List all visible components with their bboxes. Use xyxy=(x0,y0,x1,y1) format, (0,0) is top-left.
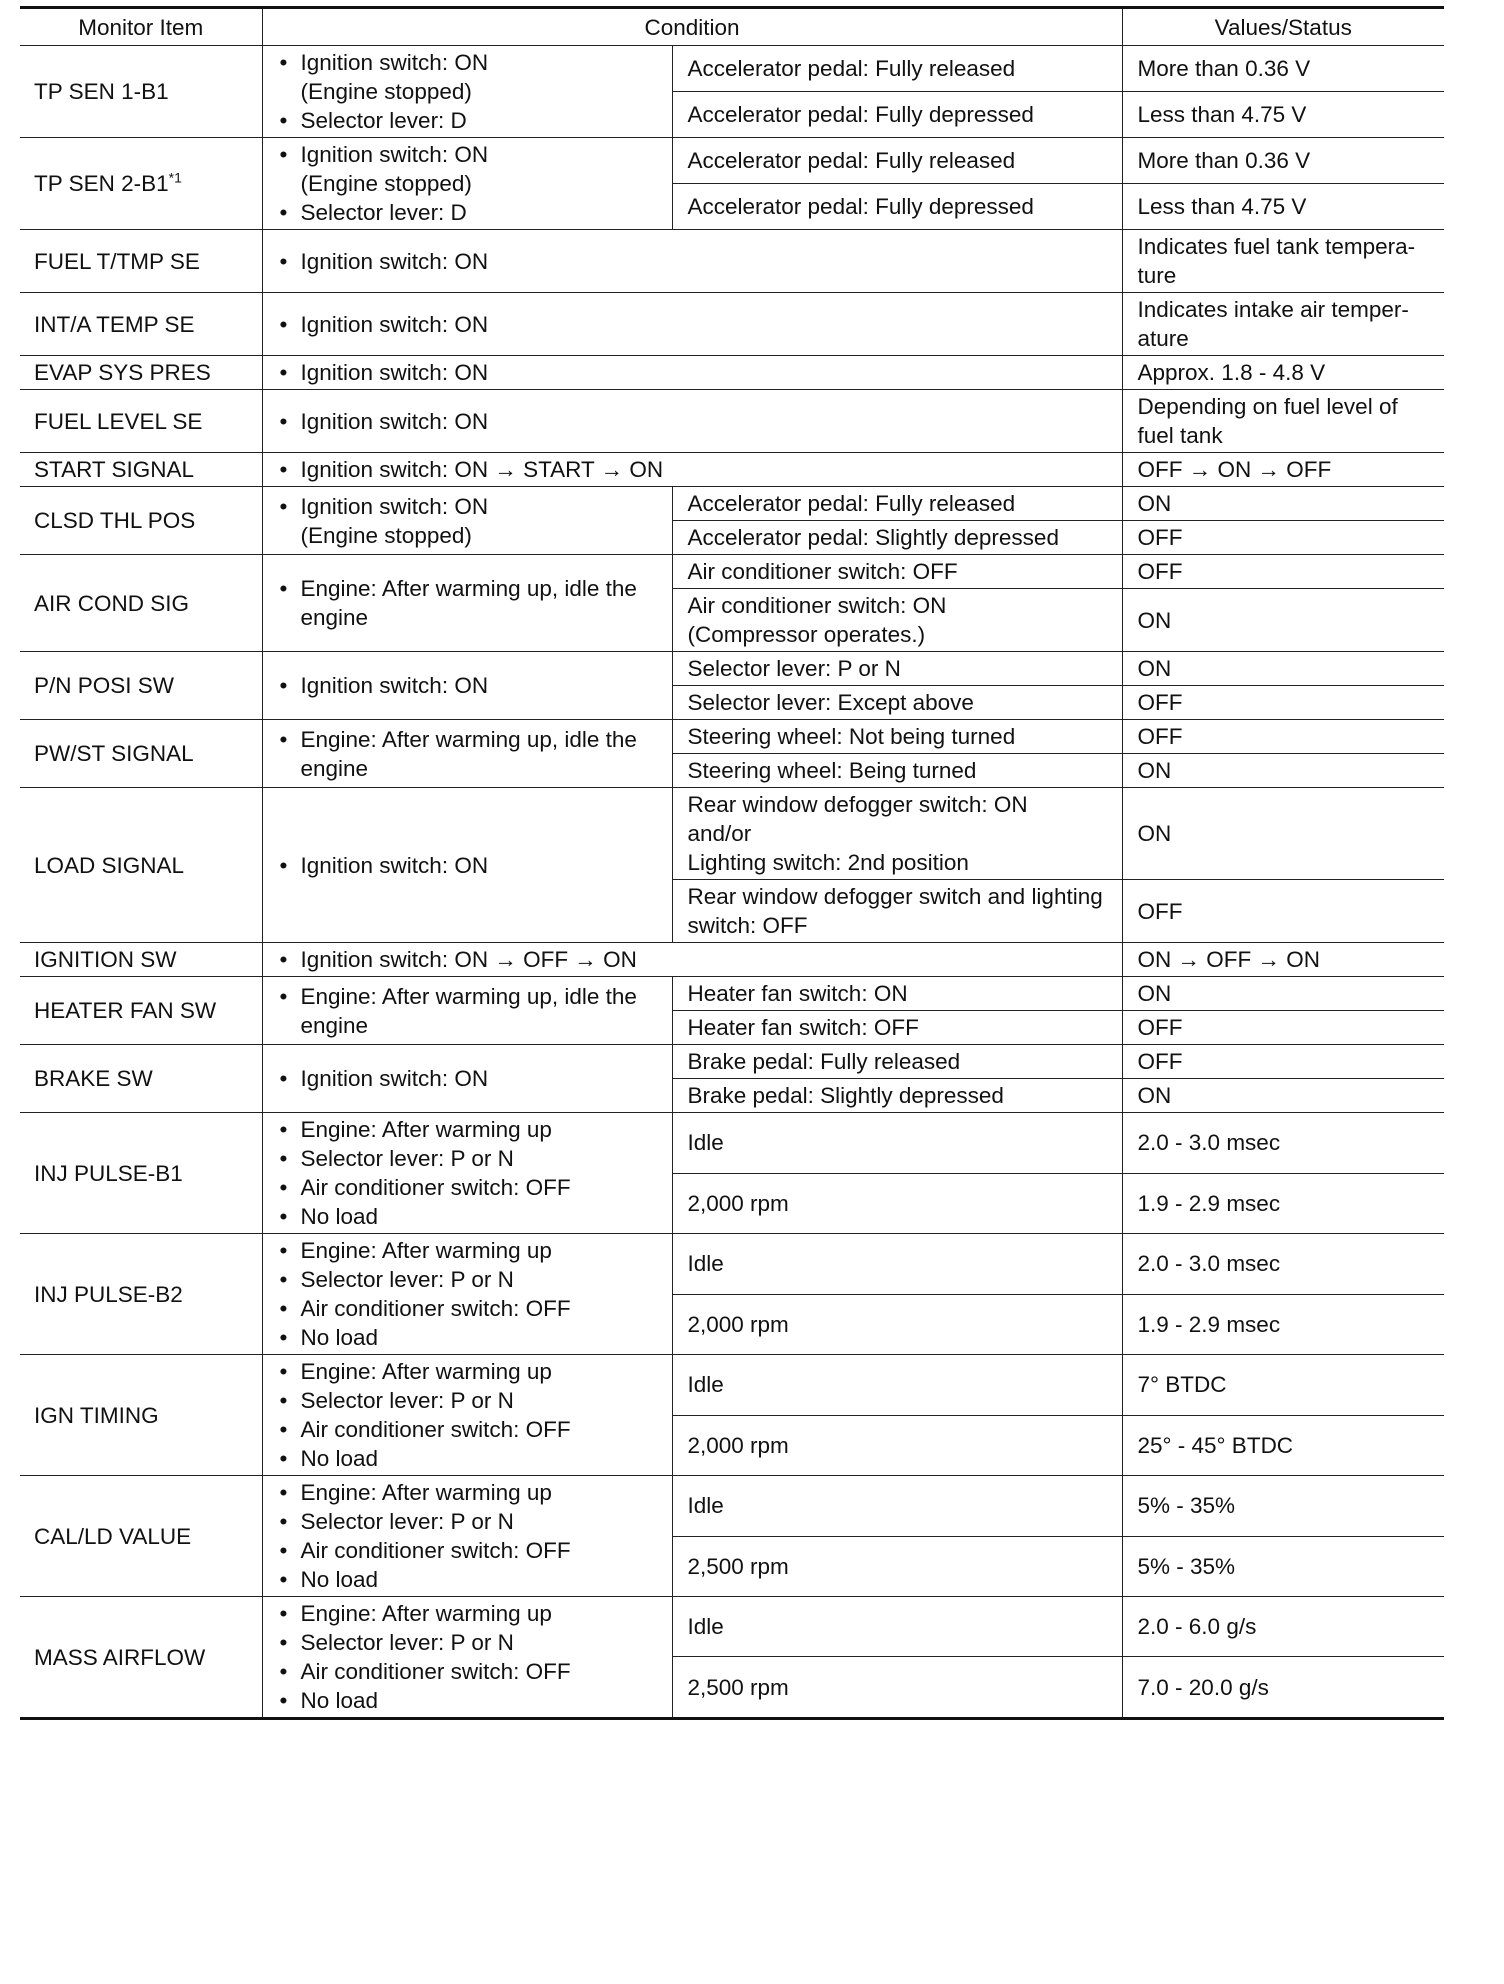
value-cell: ON → OFF → ON xyxy=(1122,943,1444,977)
value-cell: OFF xyxy=(1122,1045,1444,1079)
sub-condition-cell: Selector lever: P or N xyxy=(672,652,1122,686)
value-cell: ON xyxy=(1122,1079,1444,1113)
condition-cell xyxy=(262,293,1122,356)
value-cell: OFF → ON → OFF xyxy=(1122,453,1444,487)
condition-cell xyxy=(262,390,1122,453)
monitor-item-cell: INJ PULSE-B1 xyxy=(20,1113,262,1234)
condition-bullet: • No load xyxy=(278,1565,658,1594)
table-row xyxy=(20,1113,1444,1174)
condition-bullet: • Air conditioner switch: OFF xyxy=(278,1173,658,1202)
table-row xyxy=(20,1476,1444,1537)
monitor-item-cell: P/N POSI SW xyxy=(20,652,262,720)
value-cell: Less than 4.75 V xyxy=(1122,92,1444,138)
table-row xyxy=(20,1597,1444,1657)
value-cell: 25° - 45° BTDC xyxy=(1122,1415,1444,1476)
condition-bullet: • Air conditioner switch: OFF xyxy=(278,1657,658,1686)
sub-condition-cell: 2,500 rpm xyxy=(672,1536,1122,1597)
sub-condition-cell: Air conditioner switch: ON (Compressor operates.) xyxy=(672,589,1122,652)
value-cell: 1.9 - 2.9 msec xyxy=(1122,1173,1444,1234)
sub-condition-cell: Accelerator pedal: Fully depressed xyxy=(672,92,1122,138)
header-condition: Condition xyxy=(262,8,1122,46)
condition-bullet: • Selector lever: P or N xyxy=(278,1265,658,1294)
monitor-item-cell: IGNITION SW xyxy=(20,943,262,977)
sub-condition-cell: Heater fan switch: OFF xyxy=(672,1011,1122,1045)
table-row xyxy=(20,487,1444,521)
value-cell: Depending on fuel level of fuel tank xyxy=(1122,390,1444,453)
condition-cell xyxy=(262,1355,672,1476)
condition-bullet: • Ignition switch: ON → START → ON xyxy=(278,455,1108,484)
value-cell: ON xyxy=(1122,589,1444,652)
condition-bullet: • Selector lever: D xyxy=(278,198,658,227)
sub-condition-cell: Idle xyxy=(672,1113,1122,1174)
sub-condition-cell: Air conditioner switch: OFF xyxy=(672,555,1122,589)
condition-bullet: • Ignition switch: ON → OFF → ON xyxy=(278,945,1108,974)
condition-bullet: • Selector lever: P or N xyxy=(278,1386,658,1415)
condition-bullet: • Engine: After warming up xyxy=(278,1599,658,1628)
monitor-item-cell: HEATER FAN SW xyxy=(20,977,262,1045)
monitor-item-cell: START SIGNAL xyxy=(20,453,262,487)
value-cell: 5% - 35% xyxy=(1122,1536,1444,1597)
value-cell: ON xyxy=(1122,652,1444,686)
monitor-item-cell: FUEL LEVEL SE xyxy=(20,390,262,453)
condition-list xyxy=(278,247,1108,276)
condition-bullet: • No load xyxy=(278,1686,658,1715)
sub-condition-cell: Accelerator pedal: Fully released xyxy=(672,487,1122,521)
condition-list xyxy=(278,407,1108,436)
condition-bullet: • Ignition switch: ON xyxy=(278,671,658,700)
sub-condition-cell: 2,500 rpm xyxy=(672,1657,1122,1719)
sub-condition-cell: Idle xyxy=(672,1597,1122,1657)
table-body xyxy=(20,46,1444,1719)
table-row xyxy=(20,230,1444,293)
value-cell: 2.0 - 6.0 g/s xyxy=(1122,1597,1444,1657)
header-row xyxy=(20,8,1444,46)
sub-condition-cell: Idle xyxy=(672,1476,1122,1537)
table-row xyxy=(20,1355,1444,1416)
table-row xyxy=(20,652,1444,686)
condition-list xyxy=(278,455,1108,484)
table-row xyxy=(20,1045,1444,1079)
condition-bullet: • Air conditioner switch: OFF xyxy=(278,1294,658,1323)
value-cell: Approx. 1.8 - 4.8 V xyxy=(1122,356,1444,390)
monitor-item-cell: CAL/LD VALUE xyxy=(20,1476,262,1597)
sub-condition-cell: Idle xyxy=(672,1355,1122,1416)
condition-bullet: • Ignition switch: ON xyxy=(278,407,1108,436)
condition-list xyxy=(278,574,658,632)
condition-cell xyxy=(262,1476,672,1597)
sub-condition-cell: Rear window defogger switch and lighting switch: OFF xyxy=(672,880,1122,943)
condition-cell xyxy=(262,1045,672,1113)
condition-cell xyxy=(262,1597,672,1719)
condition-list xyxy=(278,725,658,783)
monitor-item-cell: CLSD THL POS xyxy=(20,487,262,555)
value-cell: 7.0 - 20.0 g/s xyxy=(1122,1657,1444,1719)
condition-bullet: • Ignition switch: ON xyxy=(278,310,1108,339)
condition-list xyxy=(278,492,658,550)
value-cell: Indicates fuel tank tempera- ture xyxy=(1122,230,1444,293)
value-cell: 5% - 35% xyxy=(1122,1476,1444,1537)
condition-bullet: • Selector lever: P or N xyxy=(278,1144,658,1173)
condition-bullet: • Ignition switch: ON (Engine stopped) xyxy=(278,48,658,106)
value-cell: 2.0 - 3.0 msec xyxy=(1122,1113,1444,1174)
condition-bullet: • Engine: After warming up xyxy=(278,1115,658,1144)
table-row xyxy=(20,943,1444,977)
value-cell: ON xyxy=(1122,788,1444,880)
table-row xyxy=(20,788,1444,880)
sub-condition-cell: Steering wheel: Not being turned xyxy=(672,720,1122,754)
monitor-item-cell: BRAKE SW xyxy=(20,1045,262,1113)
monitor-item-table-container xyxy=(20,6,1444,1720)
condition-bullet: • Ignition switch: ON xyxy=(278,1064,658,1093)
sub-condition-cell: 2,000 rpm xyxy=(672,1294,1122,1355)
table-row xyxy=(20,138,1444,184)
monitor-item-cell: FUEL T/TMP SE xyxy=(20,230,262,293)
value-cell: 1.9 - 2.9 msec xyxy=(1122,1294,1444,1355)
condition-cell xyxy=(262,1113,672,1234)
value-cell: OFF xyxy=(1122,720,1444,754)
header-values-status: Values/Status xyxy=(1122,8,1444,46)
value-cell: 7° BTDC xyxy=(1122,1355,1444,1416)
table-row xyxy=(20,720,1444,754)
condition-bullet: • Selector lever: P or N xyxy=(278,1507,658,1536)
condition-cell xyxy=(262,356,1122,390)
sub-condition-cell: Accelerator pedal: Slightly depressed xyxy=(672,521,1122,555)
condition-bullet: • Selector lever: D xyxy=(278,106,658,135)
condition-list xyxy=(278,1064,658,1093)
value-cell: 2.0 - 3.0 msec xyxy=(1122,1234,1444,1295)
sub-condition-cell: 2,000 rpm xyxy=(672,1415,1122,1476)
condition-bullet: • Ignition switch: ON xyxy=(278,358,1108,387)
condition-cell xyxy=(262,943,1122,977)
condition-list xyxy=(278,48,658,135)
condition-bullet: • Ignition switch: ON xyxy=(278,247,1108,276)
monitor-item-cell: INJ PULSE-B2 xyxy=(20,1234,262,1355)
value-cell: OFF xyxy=(1122,521,1444,555)
condition-list xyxy=(278,1599,658,1715)
monitor-item-cell: LOAD SIGNAL xyxy=(20,788,262,943)
condition-bullet: • Engine: After warming up xyxy=(278,1357,658,1386)
value-cell: OFF xyxy=(1122,880,1444,943)
sub-condition-cell: Idle xyxy=(672,1234,1122,1295)
condition-list xyxy=(278,1115,658,1231)
sub-condition-cell: Accelerator pedal: Fully released xyxy=(672,138,1122,184)
condition-bullet: • Ignition switch: ON (Engine stopped) xyxy=(278,140,658,198)
sub-condition-cell: Brake pedal: Fully released xyxy=(672,1045,1122,1079)
condition-cell xyxy=(262,487,672,555)
condition-cell xyxy=(262,720,672,788)
condition-list xyxy=(278,1236,658,1352)
sub-condition-cell: Brake pedal: Slightly depressed xyxy=(672,1079,1122,1113)
monitor-item-cell: TP SEN 1-B1 xyxy=(20,46,262,138)
value-cell: ON xyxy=(1122,487,1444,521)
condition-list xyxy=(278,1357,658,1473)
monitor-item-cell: MASS AIRFLOW xyxy=(20,1597,262,1719)
sub-condition-cell: Accelerator pedal: Fully depressed xyxy=(672,184,1122,230)
table-row xyxy=(20,390,1444,453)
condition-bullet: • Air conditioner switch: OFF xyxy=(278,1536,658,1565)
table-row xyxy=(20,1234,1444,1295)
condition-bullet: • Engine: After warming up, idle the engine xyxy=(278,982,658,1040)
condition-bullet: • Ignition switch: ON xyxy=(278,851,658,880)
condition-bullet: • Engine: After warming up xyxy=(278,1478,658,1507)
monitor-item-cell: INT/A TEMP SE xyxy=(20,293,262,356)
monitor-item-cell: TP SEN 2-B1$^{*1}$ xyxy=(20,138,262,230)
value-cell: OFF xyxy=(1122,555,1444,589)
value-cell: Less than 4.75 V xyxy=(1122,184,1444,230)
monitor-item-cell: EVAP SYS PRES xyxy=(20,356,262,390)
condition-bullet: • Engine: After warming up, idle the engine xyxy=(278,725,658,783)
condition-cell xyxy=(262,138,672,230)
condition-cell xyxy=(262,453,1122,487)
table-row xyxy=(20,46,1444,92)
monitor-item-cell: IGN TIMING xyxy=(20,1355,262,1476)
header-monitor-item: Monitor Item xyxy=(20,8,262,46)
condition-bullet: • Air conditioner switch: OFF xyxy=(278,1415,658,1444)
footnote-marker: *1 xyxy=(168,169,182,186)
value-cell: ON xyxy=(1122,977,1444,1011)
condition-cell xyxy=(262,1234,672,1355)
condition-bullet: • Ignition switch: ON (Engine stopped) xyxy=(278,492,658,550)
condition-bullet: • No load xyxy=(278,1323,658,1352)
condition-cell xyxy=(262,555,672,652)
table-row xyxy=(20,977,1444,1011)
sub-condition-cell: 2,000 rpm xyxy=(672,1173,1122,1234)
monitor-item-cell: PW/ST SIGNAL xyxy=(20,720,262,788)
condition-cell xyxy=(262,46,672,138)
table-row xyxy=(20,356,1444,390)
value-cell: More than 0.36 V xyxy=(1122,46,1444,92)
value-cell: OFF xyxy=(1122,1011,1444,1045)
condition-bullet: • Engine: After warming up, idle the engine xyxy=(278,574,658,632)
condition-list xyxy=(278,358,1108,387)
sub-condition-cell: Heater fan switch: ON xyxy=(672,977,1122,1011)
table-row xyxy=(20,453,1444,487)
condition-cell xyxy=(262,230,1122,293)
monitor-item-cell: AIR COND SIG xyxy=(20,555,262,652)
table-row xyxy=(20,555,1444,589)
condition-bullet: • No load xyxy=(278,1444,658,1473)
sub-condition-cell: Accelerator pedal: Fully released xyxy=(672,46,1122,92)
table-row xyxy=(20,293,1444,356)
sub-condition-cell: Rear window defogger switch: ON and/or Lighting switch: 2nd position xyxy=(672,788,1122,880)
condition-list xyxy=(278,982,658,1040)
condition-bullet: • No load xyxy=(278,1202,658,1231)
sub-condition-cell: Steering wheel: Being turned xyxy=(672,754,1122,788)
condition-cell xyxy=(262,652,672,720)
condition-list xyxy=(278,310,1108,339)
condition-bullet: • Selector lever: P or N xyxy=(278,1628,658,1657)
condition-list xyxy=(278,671,658,700)
condition-cell xyxy=(262,788,672,943)
value-cell: OFF xyxy=(1122,686,1444,720)
condition-list xyxy=(278,1478,658,1594)
value-cell: Indicates intake air temper- ature xyxy=(1122,293,1444,356)
condition-bullet: • Engine: After warming up xyxy=(278,1236,658,1265)
monitor-item-table xyxy=(20,6,1444,1720)
condition-list xyxy=(278,851,658,880)
sub-condition-cell: Selector lever: Except above xyxy=(672,686,1122,720)
condition-cell xyxy=(262,977,672,1045)
condition-list xyxy=(278,140,658,227)
condition-list xyxy=(278,945,1108,974)
value-cell: ON xyxy=(1122,754,1444,788)
value-cell: More than 0.36 V xyxy=(1122,138,1444,184)
